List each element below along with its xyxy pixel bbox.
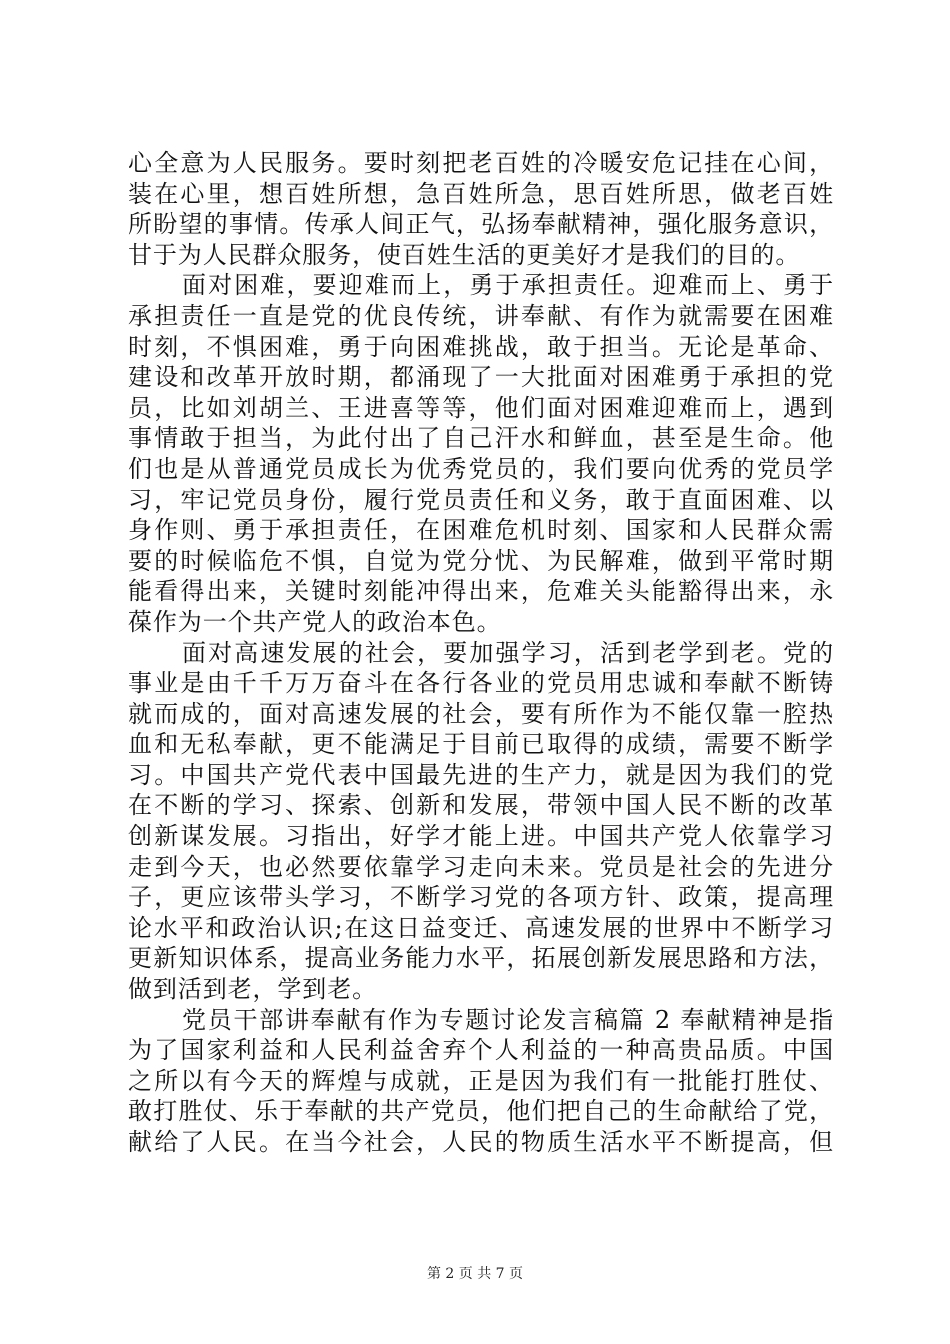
text-line: 做到活到老，学到老。	[128, 975, 377, 1004]
text-line: 子，更应该带头学习，不断学习党的各项方针、政策，提高理	[128, 883, 834, 912]
text-line: 装在心里，想百姓所想，急百姓所急，思百姓所思，做老百姓	[128, 179, 834, 208]
text-line: 事业是由千千万万奋斗在各行各业的党员用忠诚和奉献不断铸	[128, 669, 834, 698]
text-line: 论水平和政治认识;在这日益变迁、高速发展的世界中不断学习	[128, 913, 834, 942]
text-line: 更新知识体系，提高业务能力水平，拓展创新发展思路和方法，	[128, 944, 834, 973]
text-line: 习，牢记党员身份，履行党员责任和义务，敢于直面困难、以	[128, 485, 834, 514]
text-line: 心全意为人民服务。要时刻把老百姓的冷暖安危记挂在心间，	[128, 149, 834, 177]
text-line: 时刻，不惧困难，勇于向困难挑战，敢于担当。无论是革命、	[128, 332, 834, 361]
text-line: 甘于为人民群众服务，使百姓生活的更美好才是我们的目的。	[128, 240, 801, 269]
text-line: 习。中国共产党代表中国最先进的生产力，就是因为我们的党	[128, 760, 834, 789]
text-line: 之所以有今天的辉煌与成就，正是因为我们有一批能打胜仗、	[128, 1066, 834, 1095]
page-footer	[0, 1263, 950, 1283]
text-line: 承担责任一直是党的优良传统，讲奉献、有作为就需要在困难	[128, 301, 834, 330]
text-line: 所盼望的事情。传承人间正气，弘扬奉献精神，强化服务意识，	[128, 210, 834, 239]
text-line: 员，比如刘胡兰、王进喜等等，他们面对困难迎难而上，遇到	[128, 393, 834, 422]
paragraph-first-line: 面对高速发展的社会，要加强学习，活到老学到老。党的	[182, 638, 834, 667]
text-line: 建设和改革开放时期，都涌现了一大批面对困难勇于承担的党	[128, 363, 834, 392]
text-line: 们也是从普通党员成长为优秀党员的，我们要向优秀的党员学	[128, 454, 834, 483]
text-line: 事情敢于担当，为此付出了自己汗水和鲜血，甚至是生命。他	[128, 424, 834, 453]
text-line: 能看得出来，关键时刻能冲得出来，危难关头能豁得出来，永	[128, 577, 834, 606]
text-line: 走到今天，也必然要依靠学习走向未来。党员是社会的先进分	[128, 852, 834, 881]
page-number: 第 2 页 共 7 页	[426, 1266, 524, 1282]
text-line: 献给了人民。在当今社会，人民的物质生活水平不断提高，但	[128, 1128, 834, 1156]
text-line: 敢打胜仗、乐于奉献的共产党员，他们把自己的生命献给了党，	[128, 1097, 834, 1126]
text-line: 在不断的学习、探索、创新和发展，带领中国人民不断的改革	[128, 791, 834, 820]
text-line: 就而成的，面对高速发展的社会，要有所作为不能仅靠一腔热	[128, 699, 834, 728]
paragraph-first-line: 党员干部讲奉献有作为专题讨论发言稿篇 2 奉献精神是指	[182, 1005, 834, 1034]
text-line: 身作则、勇于承担责任，在困难危机时刻、国家和人民群众需	[128, 516, 834, 545]
text-line: 创新谋发展。习指出，好学才能上进。中国共产党人依靠学习	[128, 822, 834, 851]
text-line: 为了国家利益和人民利益舍弃个人利益的一种高贵品质。中国	[128, 1036, 834, 1065]
text-line: 要的时候临危不惧，自觉为党分忧、为民解难，做到平常时期	[128, 546, 834, 575]
document-body	[128, 148, 834, 1158]
text-line: 血和无私奉献，更不能满足于目前已取得的成绩，需要不断学	[128, 730, 834, 759]
paragraph-first-line: 面对困难，要迎难而上，勇于承担责任。迎难而上、勇于	[182, 271, 834, 300]
text-line: 葆作为一个共产党人的政治本色。	[128, 607, 502, 636]
